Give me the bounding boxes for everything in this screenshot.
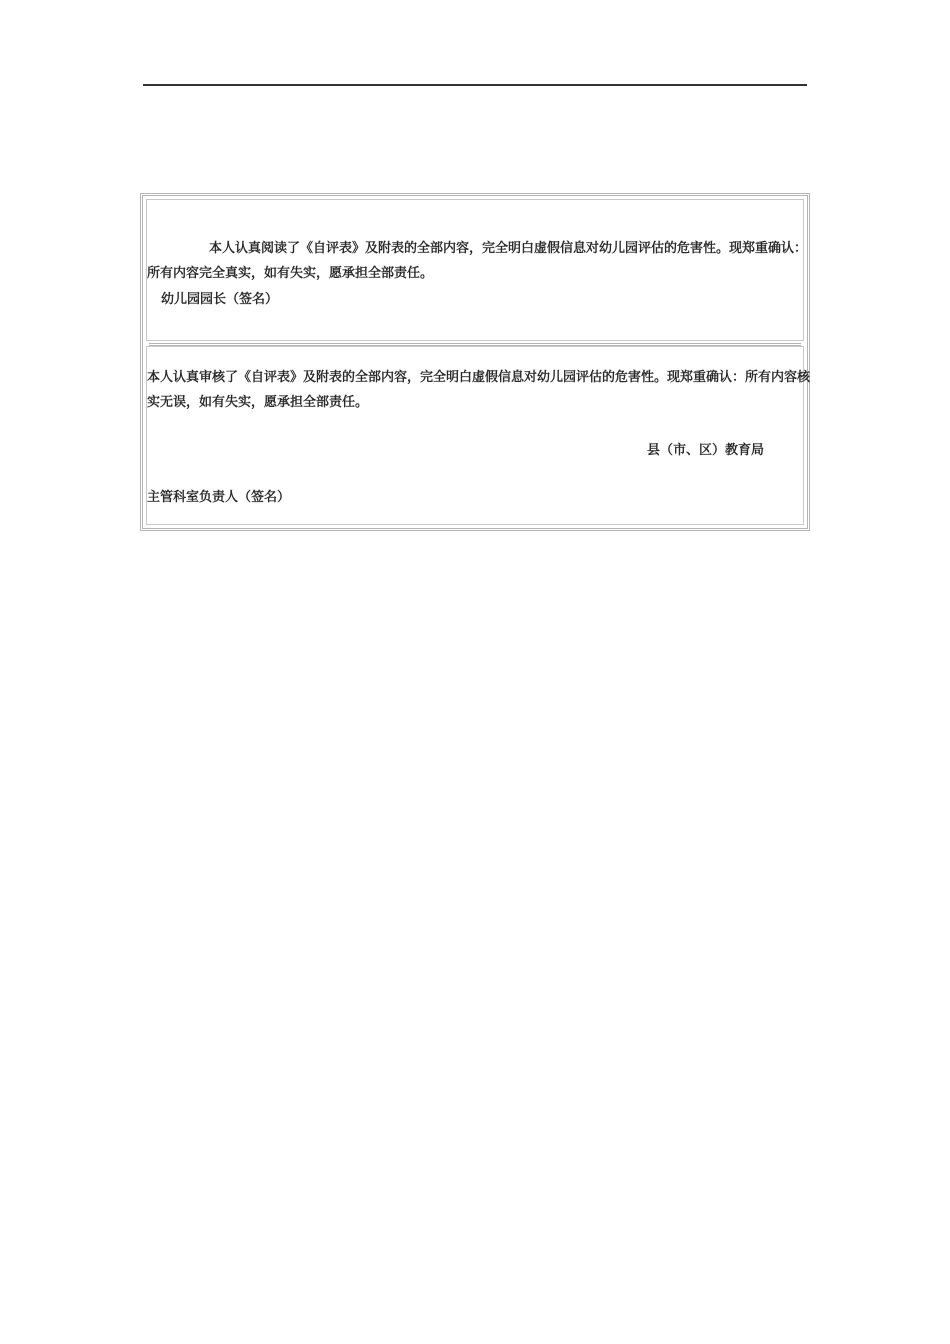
bureau-declaration-text: 本人认真审核了《自评表》及附表的全部内容，完全明白虚假信息对幼儿园评估的危害性。现郑重确认：所有内容核实无误，如有失实，愿承担全部责任。	[147, 370, 811, 410]
bureau-name: 县（市、区）教育局	[647, 443, 765, 458]
header-rule	[143, 84, 807, 86]
bureau-signature-label: 主管科室负责人（签名）	[147, 490, 291, 505]
bureau-declaration-cell	[146, 346, 811, 525]
declaration-table	[140, 193, 810, 531]
director-signature-label: 幼儿园园长（签名）	[161, 292, 279, 307]
director-declaration-text: 本人认真阅读了《自评表》及附表的全部内容，完全明白虚假信息对幼儿园评估的危害性。现郑重确认：所有内容完全真实，如有失实，愿承担全部责任。	[147, 241, 808, 281]
director-declaration-cell	[146, 199, 808, 341]
